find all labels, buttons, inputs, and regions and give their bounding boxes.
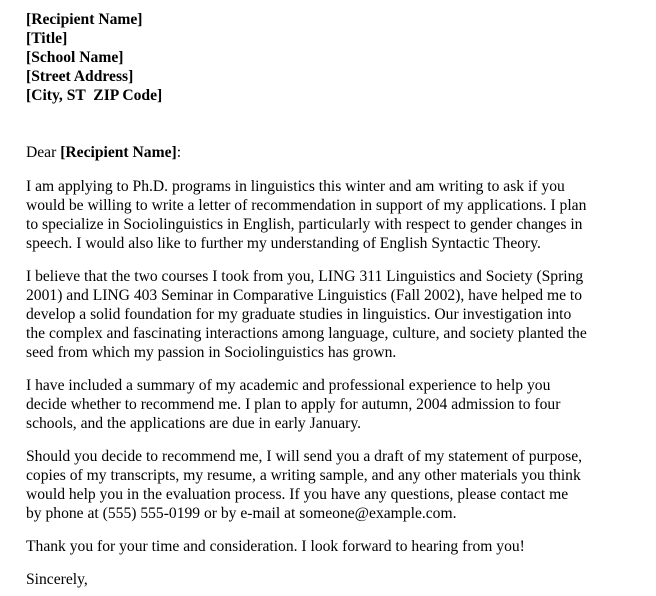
address-block [26, 10, 644, 105]
paragraph-intro [26, 177, 644, 253]
paragraph-summary [26, 376, 644, 433]
paragraph-line: decide whether to recommend me. I plan to apply for autumn, 2004 admission to four [26, 396, 561, 413]
paragraph-line: schools, and the applications are due in early January. [26, 415, 362, 432]
salutation-suffix: : [176, 144, 182, 161]
paragraph-line: 2001) and LING 403 Seminar in Comparative Linguistics (Fall 2002), have helped me to [26, 287, 583, 304]
paragraph-line: Thank you for your time and consideration. I look forward to hearing from you! [26, 538, 525, 555]
paragraph-line: I believe that the two courses I took from you, LING 311 Linguistics and Society (Spring [26, 268, 584, 285]
closing: Sincerely, [26, 571, 88, 588]
paragraph-courses [26, 267, 644, 362]
paragraph-line: would help you in the evaluation process. If you have any questions, please contact me [26, 486, 569, 503]
paragraph-line: by phone at (555) 555-0199 or by e-mail at someone@example.com. [26, 505, 457, 522]
paragraph-line: I have included a summary of my academic and professional experience to help you [26, 377, 551, 394]
letter-page [26, 10, 644, 589]
paragraph-line: Should you decide to recommend me, I will send you a draft of my statement of purpose, [26, 448, 583, 465]
paragraph-thanks [26, 537, 644, 556]
salutation-name: [Recipient Name] [60, 144, 177, 161]
recipient-name: [Recipient Name] [26, 11, 143, 28]
paragraph-line: to specialize in Sociolinguistics in English, particularly with respect to gender changes in [26, 216, 583, 233]
salutation-prefix: Dear [26, 144, 61, 161]
paragraph-line: I am applying to Ph.D. programs in linguistics this winter and am writing to ask if you [26, 178, 565, 195]
street-address: [Street Address] [26, 68, 134, 85]
paragraph-line: develop a solid foundation for my graduate studies in linguistics. Our investigation into [26, 306, 572, 323]
city-state-zip: [City, ST ZIP Code] [26, 87, 163, 104]
paragraph-line: the complex and fascinating interactions among language, culture, and society planted the [26, 325, 587, 342]
school-name: [School Name] [26, 49, 124, 66]
salutation [26, 143, 644, 162]
recipient-title: [Title] [26, 30, 68, 47]
paragraph-line: would be willing to write a letter of recommendation in support of my applications. I plan [26, 197, 587, 214]
paragraph-line: copies of my transcripts, my resume, a writing sample, and any other materials you think [26, 467, 581, 484]
paragraph-line: seed from which my passion in Sociolinguistics has grown. [26, 344, 397, 361]
paragraph-materials [26, 447, 644, 523]
paragraph-line: speech. I would also like to further my understanding of English Syntactic Theory. [26, 235, 541, 252]
